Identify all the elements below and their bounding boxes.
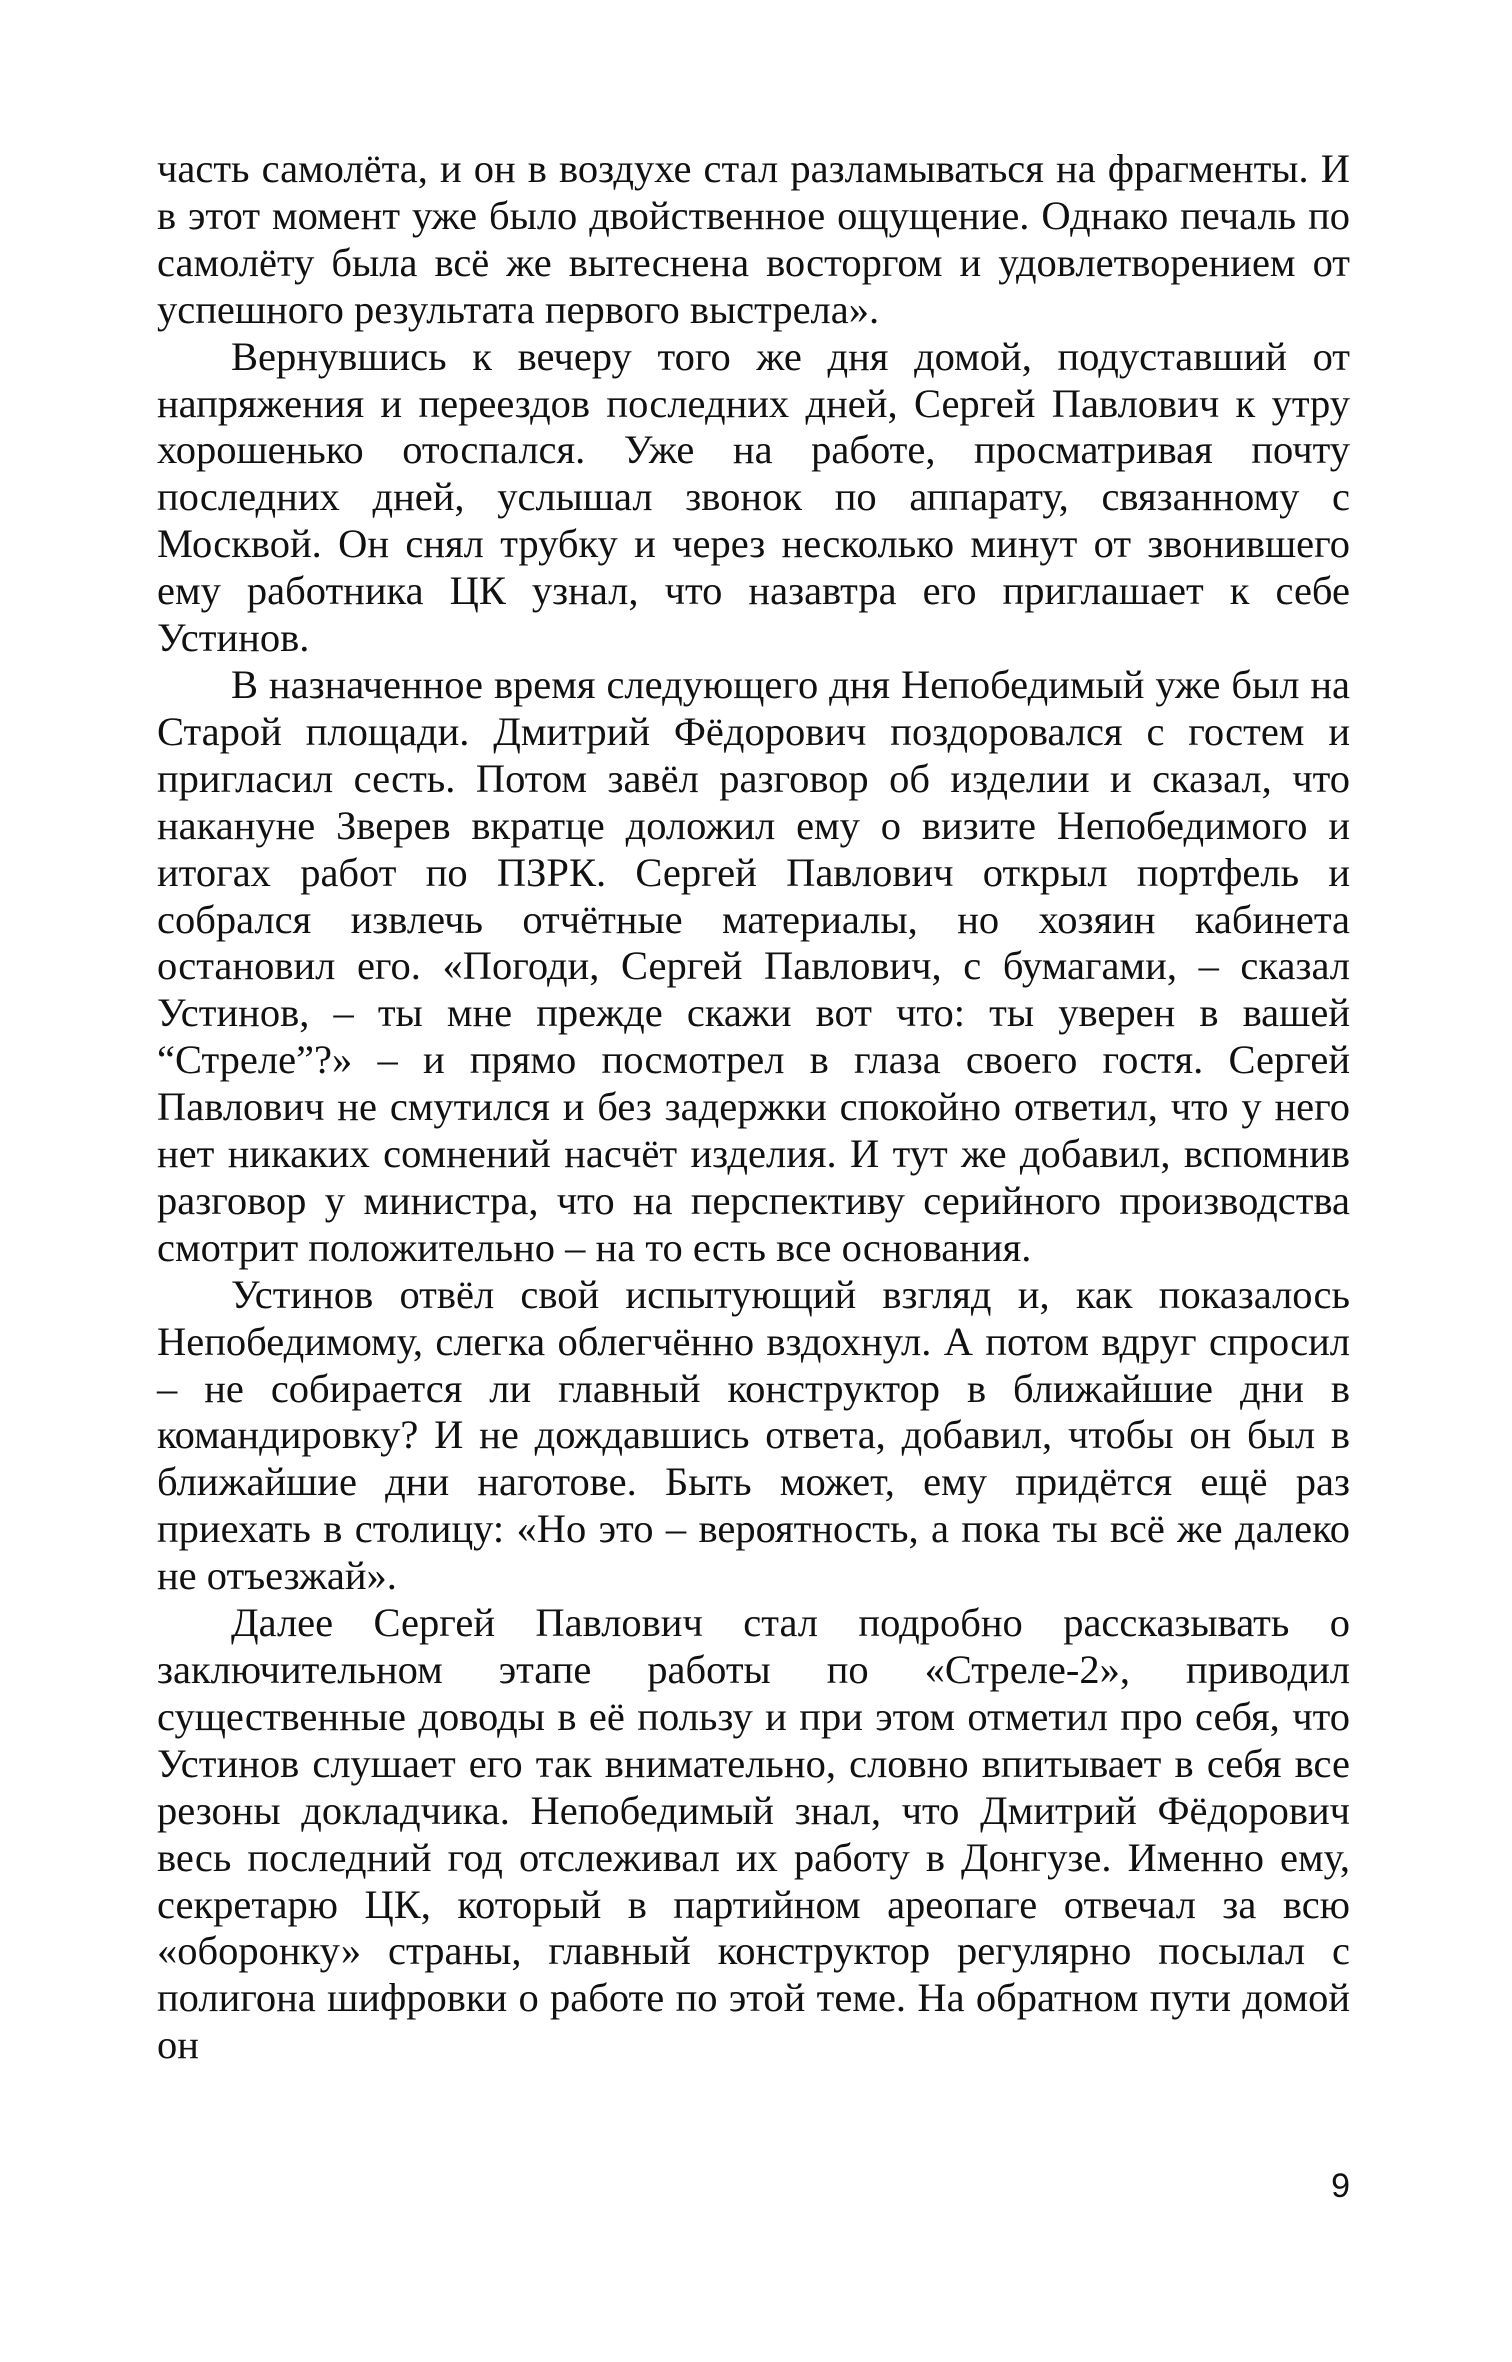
- paragraph-5: Далее Сергей Павлович стал подробно рассказывать о заключительном этапе работы по «Стреле-2», приводил существенные доводы в её пользу и при этом отметил про себя, что Устинов слушает его так внимательно, словно впитывает в себя все резоны докладчика. Непобедимый знал, что Дмитрий Фёдорович весь последний год отслеживал их работу в Донгузе. Именно ему, секретарю ЦК, который в партийном ареопаге отвечал за всю «оборонку» страны, главный конструктор регулярно посылал с полигона шифровки о работе по этой теме. На обратном пути домой он: [157, 1600, 1350, 2068]
- page-body-text: [157, 146, 1350, 2069]
- paragraph-4: Устинов отвёл свой испытующий взгляд и, как показалось Непобедимому, слегка облегчённо вздохнул. А потом вдруг спросил – не собирается ли главный конструктор в ближайшие дни в командировку? И не дождавшись ответа, добавил, чтобы он был в ближайшие дни наготове. Быть может, ему придётся ещё раз приехать в столицу: «Но это – вероятность, а пока ты всё же далеко не отъезжай».: [157, 1271, 1350, 1599]
- paragraph-1-continuation: часть самолёта, и он в воздухе стал разламываться на фрагменты. И в этот момент уже было двойственное ощущение. Однако печаль по самолёту была всё же вытеснена восторгом и удовлетворением от успешного результата первого выстрела».: [157, 146, 1350, 332]
- paragraph-2: Вернувшись к вечеру того же дня домой, подуставший от напряжения и переездов последних дней, Сергей Павлович к утру хорошенько отоспался. Уже на работе, просматривая почту последних дней, услышал звонок по аппарату, связанному с Москвой. Он снял трубку и через несколько минут от звонившего ему работника ЦК узнал, что назавтра его приглашает к себе Устинов.: [157, 333, 1350, 661]
- page-number: 9: [1331, 2167, 1350, 2205]
- paragraph-3: В назначенное время следующего дня Непобедимый уже был на Старой площади. Дмитрий Фёдорович поздоровался с гостем и пригласил сесть. Потом завёл разговор об изделии и сказал, что накануне Зверев вкратце доложил ему о визите Непобедимого и итогах работ по ПЗРК. Сергей Павлович открыл портфель и собрался извлечь отчётные материалы, но хозяин кабинета остановил его. «Погоди, Сергей Павлович, с бумагами, – сказал Устинов, – ты мне прежде скажи вот что: ты уверен в вашей “Стреле”?» – и прямо посмотрел в глаза своего гостя. Сергей Павлович не смутился и без задержки спокойно ответил, что у него нет никаких сомнений насчёт изделия. И тут же добавил, вспомнив разговор у министра, что на перспективу серийного производства смотрит положительно – на то есть все основания.: [157, 661, 1350, 1270]
